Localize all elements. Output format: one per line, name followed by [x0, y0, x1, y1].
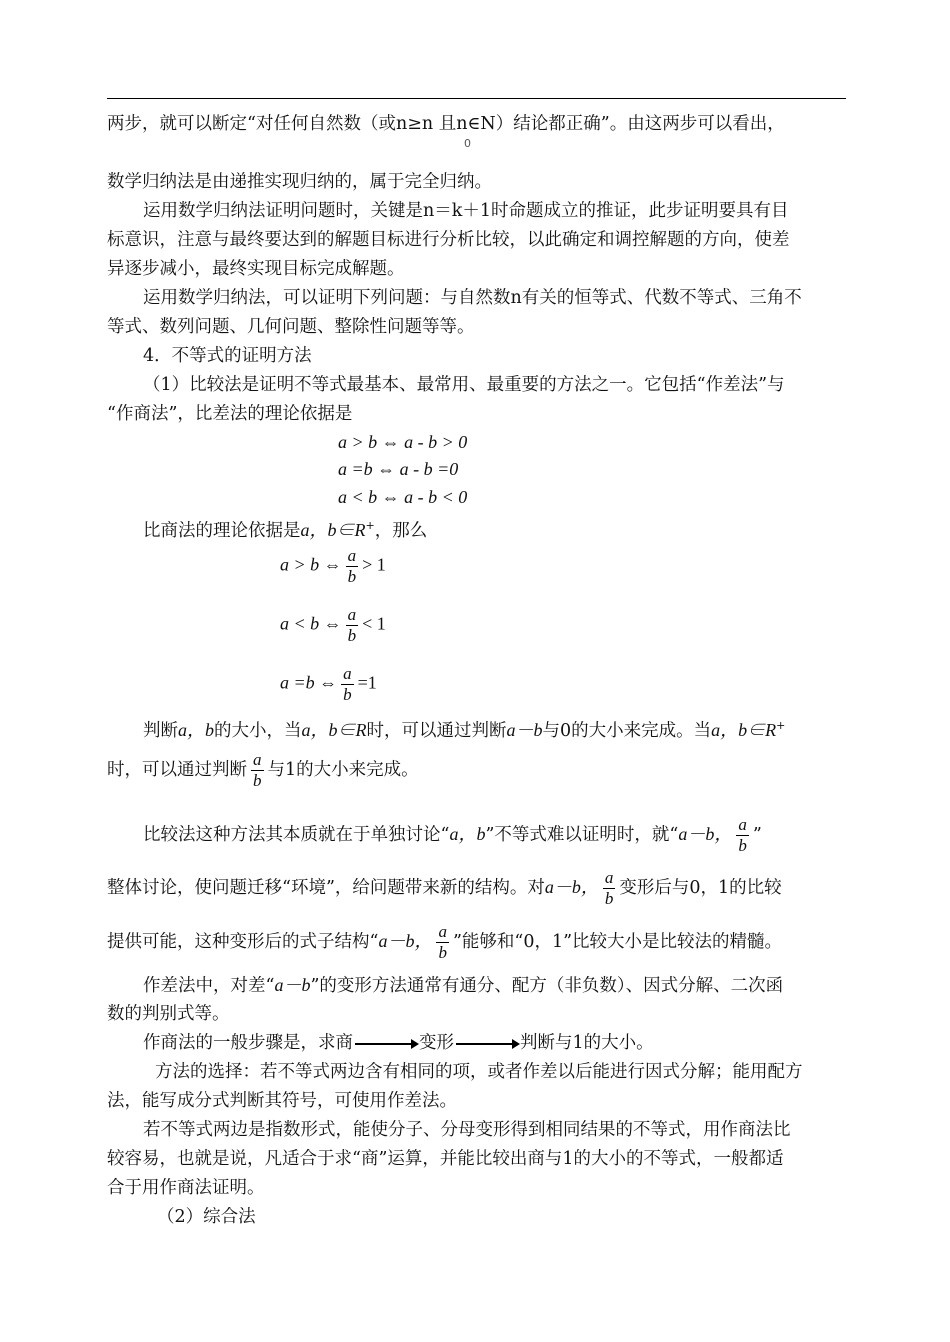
quot-eq-2-left: a < b ⇔ — [280, 613, 342, 634]
fraction-numerator: a — [738, 815, 747, 834]
quot-eq-1-left: a > b ⇔ — [280, 554, 342, 575]
para6-line2-text-b: 与1的大小来完成。 — [267, 760, 419, 780]
para7-fraction-2 — [603, 868, 616, 909]
fraction-denominator: b — [253, 771, 262, 790]
para7-line2-var: a－b， — [544, 877, 599, 897]
right-arrow-icon — [456, 1043, 518, 1045]
para7-line3 — [107, 922, 782, 963]
quot-eq-1-right: > 1 — [362, 554, 386, 575]
para7-var-d: a－b， — [678, 824, 733, 844]
para6-var-f: a－b — [506, 719, 543, 740]
para7-line3-text-a: 提供可能，这种变形后的式子结构“ — [107, 932, 379, 952]
para6-text-a: 判断 — [143, 720, 178, 741]
fraction-denominator: b — [604, 889, 614, 908]
fraction-numerator: a — [347, 605, 357, 624]
para6-text-g: 与0的大小来完成。当 — [542, 720, 712, 741]
para8-line1 — [143, 973, 783, 998]
quot-eq-3-right: =1 — [357, 672, 377, 693]
para8-text-c: ”的变形方法通常有通分、配方（非负数）、因式分解、二次函 — [310, 976, 784, 996]
para6-text-e: 时，可以通过判断 — [366, 720, 507, 741]
para2-line2: 标意识，注意与最终要达到的解题目标进行分析比较，以此确定和调控解题的方向，使差 — [107, 230, 790, 250]
para2-line1: 运用数学归纳法证明问题时，关键是n＝k＋1时命题成立的推证，此步证明要具有目 — [143, 201, 789, 221]
fraction-denominator: b — [438, 943, 447, 962]
para9-step-transform: 变形 — [419, 1033, 454, 1053]
para6-sup: + — [776, 719, 786, 732]
para7-line2-text-a: 整体讨论，使问题迁移“环境”，给问题带来新的结构。对 — [107, 878, 545, 898]
para7-line3-var: a－b， — [378, 931, 433, 951]
para6-var-d: a，b∈R — [301, 719, 367, 740]
para1-line2: 数学归纳法是由递推实现归纳的，属于完全归纳。 — [107, 172, 492, 192]
fraction-numerator: a — [343, 664, 352, 683]
quot-basis-text1: 比商法的理论依据是 — [143, 520, 301, 541]
diff-eq-3: a < b ⇔ a - b < 0 — [338, 487, 468, 507]
para10-line1: 方法的选择：若不等式两边含有相同的项，或者作差以后能进行因式分解；能用配方 — [155, 1062, 803, 1082]
quot-basis-text2: ，那么 — [374, 520, 428, 541]
fraction-denominator: b — [738, 836, 747, 855]
para8-line2: 数的判别式等。 — [107, 1004, 230, 1024]
para7-fraction-3 — [436, 922, 449, 963]
para7-text-a: 比较法这种方法其本质就在于单独讨论“ — [143, 825, 450, 845]
para8-text-a: 作差法中，对差“ — [143, 976, 275, 996]
para6-line2 — [107, 750, 419, 791]
para9-line — [143, 1031, 654, 1055]
para1-line1: 两步，就可以断定“对任何自然数（或n≥n 且n∈N）结论都正确”。由这两步可以看出， — [107, 114, 785, 134]
para3-line1: 运用数学归纳法，可以证明下列问题：与自然数n有关的恒等式、代数不等式、三角不 — [143, 288, 802, 308]
para9-step-judge: 判断与1的大小。 — [520, 1033, 654, 1053]
para3-line2: 等式、数列问题、几何问题、整除性问题等等。 — [107, 317, 475, 337]
para11-line2: 较容易，也就是说，凡适合于求“商”运算，并能比较出商与1的大小的不等式，一般都适 — [107, 1149, 784, 1169]
para7-line3-text-c: ”能够和“0，1”比较大小是比较法的精髓。 — [452, 932, 783, 952]
quot-basis-vars: a，b∈R — [300, 519, 366, 540]
fraction-numerator: a — [253, 750, 262, 769]
para6-text-c: 的大小，当 — [214, 720, 302, 741]
para2-line3: 异逐步减小，最终实现目标完成解题。 — [107, 259, 405, 279]
quot-basis-line — [143, 514, 427, 543]
para7-text-c: ”不等式难以证明时，就“ — [485, 825, 679, 845]
subscript-zero: 0 — [464, 137, 471, 150]
fraction-numerator: a — [347, 546, 357, 565]
para7-fraction-1 — [736, 815, 749, 856]
quot-eq-3 — [280, 664, 377, 705]
para5-line1: （1）比较法是证明不等式最基本、最常用、最重要的方法之一。它包括“作差法”与 — [143, 375, 785, 395]
para7-line1 — [143, 815, 762, 856]
para6-var-h: a，b∈R — [711, 719, 777, 740]
para11-line3: 合于用作商法证明。 — [107, 1178, 265, 1198]
header-rule — [107, 98, 846, 99]
fraction-numerator: a — [438, 922, 447, 941]
para9-step-quotient: 作商法的一般步骤是，求商 — [143, 1033, 353, 1053]
para6-fraction — [251, 750, 264, 791]
para7-line2-text-c: 变形后与0，1的比较 — [619, 878, 782, 898]
quot-eq-1 — [280, 546, 386, 587]
fraction-denominator: b — [343, 685, 352, 704]
para7-text-e: ” — [752, 825, 762, 845]
quot-eq-2 — [280, 605, 386, 646]
right-arrow-icon — [355, 1043, 417, 1045]
diff-eq-2: a =b ⇔ a - b =0 — [338, 459, 459, 479]
para10-line2: 法，能写成分式判断其符号，可使用作差法。 — [107, 1091, 457, 1111]
fraction-denominator: b — [347, 567, 357, 586]
quot-basis-sup: + — [365, 519, 375, 532]
para6-line2-text-a: 时，可以通过判断 — [107, 760, 247, 780]
fraction-denominator: b — [347, 626, 357, 645]
para7-var-b: a，b — [449, 824, 486, 844]
para6-var-b: a，b — [178, 719, 214, 740]
para7-line2 — [107, 868, 782, 909]
para8-var: a－b — [274, 975, 311, 995]
quot-eq-2-right: < 1 — [362, 613, 386, 634]
section-heading-4: 4．不等式的证明方法 — [143, 346, 312, 366]
quot-eq-2-fraction — [346, 605, 359, 646]
section-heading-2: （2）综合法 — [157, 1207, 256, 1227]
para6-line1 — [143, 714, 785, 743]
para5-line2: “作商法”，比差法的理论依据是 — [107, 404, 353, 424]
para11-line1: 若不等式两边是指数形式，能使分子、分母变形得到相同结果的不等式，用作商法比 — [143, 1120, 791, 1140]
fraction-numerator: a — [604, 868, 614, 887]
quot-eq-1-fraction — [346, 546, 359, 587]
quot-eq-3-left: a =b ⇔ — [280, 672, 338, 693]
quot-eq-3-fraction — [341, 664, 354, 705]
diff-eq-1: a > b ⇔ a - b > 0 — [338, 432, 468, 452]
